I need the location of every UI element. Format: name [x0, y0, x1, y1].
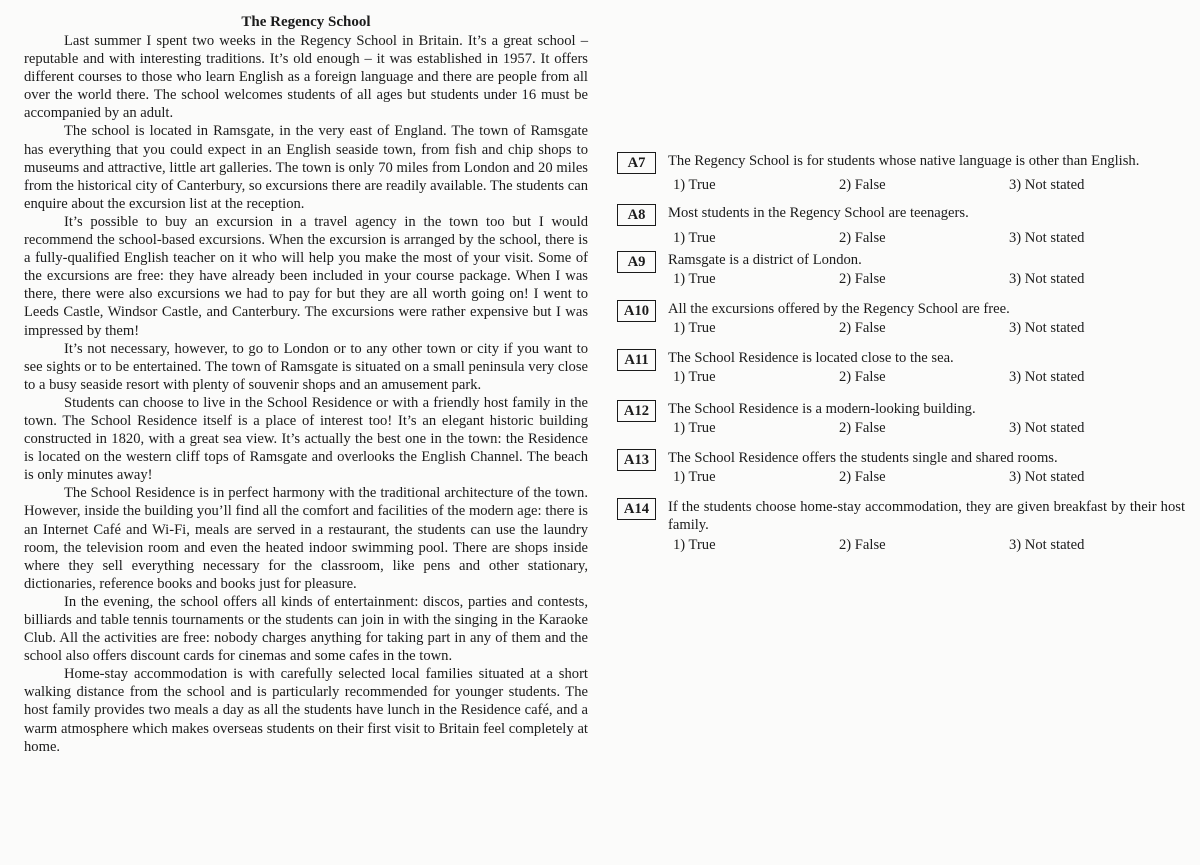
option-false[interactable]: 2) False [839, 177, 886, 193]
question-text: Most students in the Regency School are teenagers. [668, 205, 969, 221]
option-false[interactable]: 2) False [839, 537, 886, 553]
question-text: The Regency School is for students whose native language is other than English. [668, 153, 1140, 169]
answer-options [673, 229, 1185, 247]
question-text: Ramsgate is a district of London. [668, 252, 862, 268]
paragraph-2: The school is located in Ramsgate, in the very east of England. The town of Ramsgate has everything that you could expect in an English seaside town, from fish and chip shops to museums and attractive, little art galleries. The town is only 70 miles from London and 20 miles from the historical city of Canterbury, so excursions there are readily available. The students can enquire about the excursion list at the reception. [24, 123, 588, 212]
option-false[interactable]: 2) False [839, 420, 886, 436]
question-text: All the excursions offered by the Regency School are free. [668, 301, 1010, 317]
option-true[interactable]: 1) True [673, 271, 716, 287]
question-number: A13 [617, 449, 656, 471]
option-false[interactable]: 2) False [839, 230, 886, 246]
reading-text [24, 13, 588, 756]
option-false[interactable]: 2) False [839, 320, 886, 336]
question-text: The School Residence is located close to the sea. [668, 350, 954, 366]
option-not-stated[interactable]: 3) Not stated [1009, 177, 1085, 193]
paragraph-6: The School Residence is in perfect harmony with the traditional architecture of the town. However, inside the building you’ll find all the comfort and facilities of the modern age: there is an Internet Café and Wi-Fi, meals are served in a restaurant, the students can use the laundry room, the television room and even the heated indoor swimming pool. There are shops inside where they sell everything necessary for the classroom, like pens and other stationary, dictionaries, reference books and books just for pleasure. [24, 485, 588, 592]
option-not-stated[interactable]: 3) Not stated [1009, 271, 1085, 287]
option-not-stated[interactable]: 3) Not stated [1009, 230, 1085, 246]
question-number: A12 [617, 400, 656, 422]
answer-options [673, 270, 1185, 288]
paragraph-3: It’s possible to buy an excursion in a travel agency in the town too but I would recommend the school-based excursions. When the excursion is arranged by the school, there is a fully-qualified English teacher on it who will help you make the most of your visit. Some of the excursions are free: they have already been included in your course package. When I was there, there were also excursions we had to pay for but they are all worth going on! I went to Leeds Castle, Windsor Castle, and Canterbury. The excursions were rather expensive but I was impressed by them! [24, 213, 588, 339]
article-title: The Regency School [241, 14, 371, 30]
paragraph-8: Home-stay accommodation is with carefully selected local families situated at a short walking distance from the school and is particularly recommended for younger students. The host family provides two meals a day as all the students have lunch in the Residence café, and a warm atmosphere which makes overseas students on their first visit to Britain feel completely at home. [24, 666, 588, 755]
option-true[interactable]: 1) True [673, 369, 716, 385]
paragraph-5: Students can choose to live in the School Residence or with a friendly host family in the town. The School Residence itself is a place of interest too! It’s an elegant historic building constructed in 1820, with a great sea view. It’s actually the best one in the town: the Residence is located on the western cliff tops of Ramsgate and overlooks the English Channel. The beach is only minutes away! [24, 394, 588, 484]
paragraph-1: Last summer I spent two weeks in the Regency School in Britain. It’s a great school – reputable and with interesting traditions. It’s old enough – it was established in 1957. It offers different courses to those who learn English as a foreign language and there are people from all over the world there. The school welcomes students of all ages but students under 16 must be accompanied by an adult. [24, 33, 588, 122]
question-number: A11 [617, 349, 656, 371]
answer-options [673, 368, 1185, 386]
question-text: The School Residence is a modern-looking building. [668, 401, 976, 417]
paragraph-7: In the evening, the school offers all kinds of entertainment: discos, parties and contests, billiards and table tennis tournaments or the students can join in with the singing in the Karaoke Club. All the activities are free: nobody charges anything for taking part in any of them and the school also offers discount cards for cinemas and some cafes in the town. [24, 593, 588, 665]
option-false[interactable]: 2) False [839, 469, 886, 485]
option-not-stated[interactable]: 3) Not stated [1009, 420, 1085, 436]
question-number: A14 [617, 498, 656, 520]
question-number: A9 [617, 251, 656, 273]
question-number: A10 [617, 300, 656, 322]
answer-options [673, 536, 1185, 554]
option-true[interactable]: 1) True [673, 320, 716, 336]
option-true[interactable]: 1) True [673, 420, 716, 436]
answer-options [673, 319, 1185, 337]
option-true[interactable]: 1) True [673, 177, 716, 193]
answer-options [673, 176, 1185, 194]
option-true[interactable]: 1) True [673, 469, 716, 485]
answer-options [673, 419, 1185, 437]
option-not-stated[interactable]: 3) Not stated [1009, 369, 1085, 385]
option-not-stated[interactable]: 3) Not stated [1009, 469, 1085, 485]
question-text: The School Residence offers the students single and shared rooms. [668, 450, 1058, 466]
paragraph-4: It’s not necessary, however, to go to London or to any other town or city if you want to see sights or to be entertained. The town of Ramsgate is situated on a small peninsula very close to a busy seaside resort with plenty of souvenir shops and an amusement park. [24, 340, 588, 393]
question-number: A7 [617, 152, 656, 174]
answer-options [673, 468, 1185, 486]
option-not-stated[interactable]: 3) Not stated [1009, 537, 1085, 553]
option-false[interactable]: 2) False [839, 369, 886, 385]
question-text: If the students choose home-stay accommodation, they are given breakfast by their host family. [668, 499, 1185, 533]
option-false[interactable]: 2) False [839, 271, 886, 287]
option-not-stated[interactable]: 3) Not stated [1009, 320, 1085, 336]
option-true[interactable]: 1) True [673, 537, 716, 553]
question-number: A8 [617, 204, 656, 226]
option-true[interactable]: 1) True [673, 230, 716, 246]
